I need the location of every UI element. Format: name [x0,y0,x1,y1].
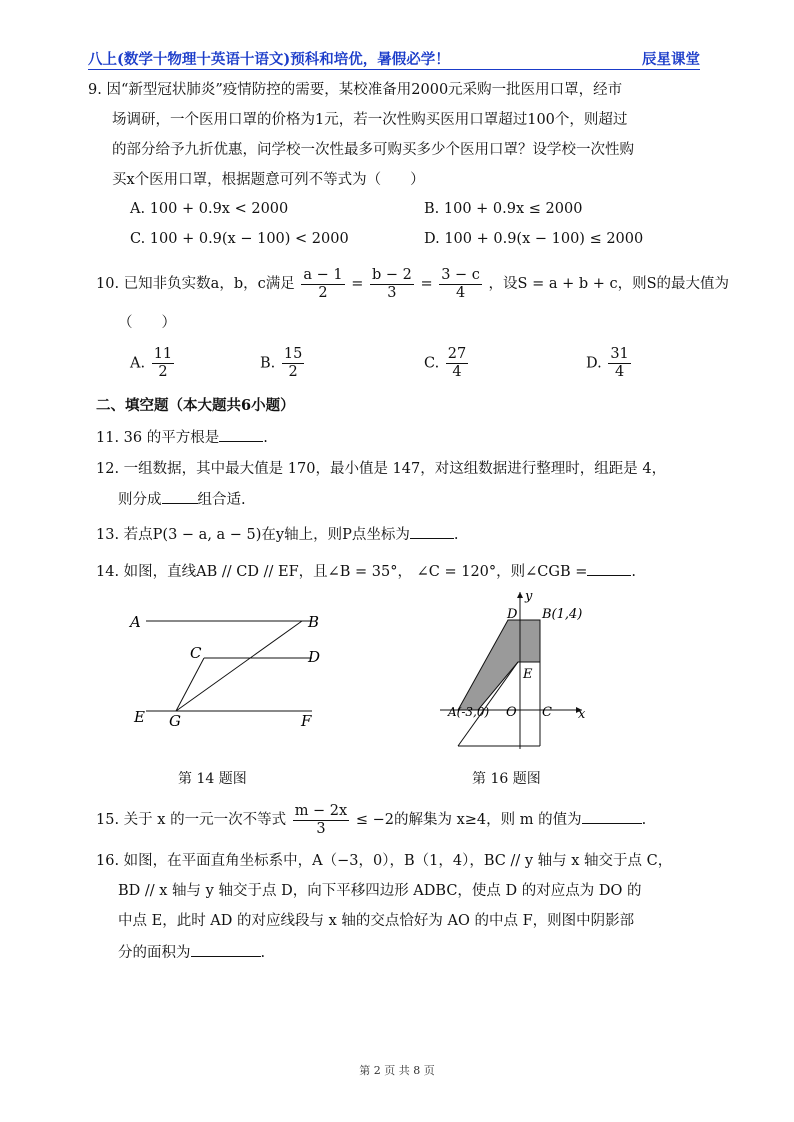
q16-line2: BD // x 轴与 y 轴交于点 D，向下平移四边形 ADBC，使点 D 的对应点为 DO 的 [118,883,642,899]
y-axis-arrow-icon [517,592,523,598]
q14 [96,561,636,582]
q10-stem: 10. 已知非负实数a，b，c满足 $\frac{a - 1}{2}$ = $\frac{b - 2}{3}$ = $\frac{3 - c}{4}$ ，设S = a + b + c，则S的最大值为 [96,266,730,301]
label-e: E [134,708,145,726]
q10-option-b-numerator: 15 [283,346,303,362]
q10-option-a-label: A. [130,355,146,372]
q12-line2 [118,489,246,510]
q13-end: . [453,527,459,543]
q10-option-d-label: D. [586,355,602,372]
q15-denominator: 3 [316,820,326,837]
q10-option-c-label: C. [424,355,440,372]
q16-line4 [118,942,265,963]
q9-option-b: B. 100 + 0.9x ≤ 2000 [424,201,583,217]
q9-line1: 9. 因“新型冠状肺炎”疫情防控的需要，某校准备用2000元采购一批医用口罩，经市 [88,82,623,98]
figure-16-caption: 第 16 题图 [472,771,541,787]
q10-f2-numerator: b − 2 [371,266,412,283]
q12-answer-blank[interactable] [162,489,198,504]
header-brand: 辰星课堂 [642,51,700,68]
page-footer: 第 2 页 共 8 页 [359,1064,435,1077]
q10-option-a-denominator: 2 [158,364,168,380]
label-y: y [525,589,533,604]
q11-text: 11. 36 的平方根是 [96,430,220,446]
q16-answer-blank[interactable] [191,942,261,957]
label-a: A [130,613,141,631]
q10-f1-denominator: 2 [318,284,328,301]
q10-fraction-1 [301,267,344,302]
q14-text: 14. 如图，直线AB // CD // EF，且∠B = 35°， ∠C = 120°，则∠CGB = [96,564,588,580]
q10-option-b-denominator: 2 [288,364,298,380]
q15-suffix: ≤ −2的解集为 x≥4，则 m 的值为 [355,812,582,828]
q10-option-b [260,346,306,381]
q10-f3-numerator: 3 − c [441,266,480,283]
q14-end: . [631,564,637,580]
q10-f1-numerator: a − 1 [303,266,343,283]
q10-option-d-denominator: 4 [614,364,625,380]
q9-line2: 场调研，一个医用口罩的价格为1元，若一次性购买医用口罩超过100个，则超过 [112,112,628,128]
q14-answer-blank[interactable] [587,561,631,576]
shaded-region [458,620,540,710]
q15 [96,800,646,840]
label-b: B [308,613,320,631]
q16-line3: 中点 E，此时 AD 的对应线段与 x 轴的交点恰好为 AO 的中点 F，则图中阴影部 [118,913,635,929]
q11 [96,427,268,448]
q16-end: . [260,945,266,961]
label-f: F [301,712,312,730]
q9-line4: 买x个医用口罩，根据题意可列不等式为（ ） [112,172,425,188]
q15-answer-blank[interactable] [582,809,642,824]
q13-text: 13. 若点P(3 − a, a − 5)在y轴上，则P点坐标为 [96,527,410,543]
label-c: C [542,705,552,720]
label-e: E [523,667,533,682]
figure-14-caption: 第 14 题图 [178,771,247,787]
q10-f3-denominator: 4 [455,284,466,301]
q10-option-b-label: B. [260,355,276,372]
q10-fraction-2 [370,267,414,302]
q13-answer-blank[interactable] [410,524,454,539]
q11-answer-blank[interactable] [219,427,263,442]
label-g: G [169,712,181,730]
q10-option-d [586,346,633,381]
q10-f2-denominator: 3 [387,284,397,301]
q10-option-c-denominator: 4 [452,364,462,380]
q10-option-a [130,346,176,381]
segment-cg [176,658,204,711]
page-header [88,48,700,70]
label-o: O [506,705,517,720]
q9-option-d: D. 100 + 0.9(x − 100) ≤ 2000 [424,231,644,247]
segment-gb [176,621,302,711]
q15-prefix: 15. 关于 x 的一元一次不等式 [96,812,287,828]
q9-option-c: C. 100 + 0.9(x − 100) < 2000 [130,231,349,247]
label-d: D [308,648,321,666]
q10-option-d-numerator: 31 [610,346,629,362]
figure-16 [430,584,610,754]
q10-answer-paren: （ ） [118,315,176,331]
header-rule [88,69,700,70]
q15-numerator: m − 2x [294,802,348,819]
q9-line3: 的部分给予九折优惠，问学校一次性最多可购买多少个医用口罩？设学校一次性购 [112,142,634,158]
q12-line2a: 则分成 [118,492,162,508]
q10-option-c [424,346,470,381]
q12-line1: 12. 一组数据，其中最大值是 170，最小值是 147，对这组数据进行整理时，组距是 4， [96,461,667,477]
header-course-title: 八上(数学十物理十英语十语文)预科和培优，暑假必学！ [88,51,450,68]
label-x: x [578,707,586,722]
label-d: D [507,607,518,622]
q10-option-c-numerator: 27 [447,346,467,362]
q11-end: . [263,430,268,446]
q16-line4-text: 分的面积为 [118,945,191,961]
label-a: A(-3,0) [448,705,490,719]
q16-line1: 16. 如图，在平面直角坐标系中，A（−3，0），B（1，4），BC // y 轴与 x 轴交于点 C， [96,853,673,869]
q10-option-a-numerator: 11 [153,346,173,362]
q15-end: . [641,812,647,828]
q10-suffix: ，设S = a + b + c，则S的最大值为 [488,276,730,292]
figure-14 [120,600,340,740]
label-c: C [190,644,202,662]
q9-option-a: A. 100 + 0.9x < 2000 [130,201,289,217]
label-b: B(1,4) [542,607,583,622]
q10-fraction-3 [439,267,482,302]
section-heading: 二、填空题（本大题共6小题） [96,397,295,414]
q12-line2b: 组合适. [197,492,246,508]
q13 [96,524,459,545]
q10-prefix: 10. 已知非负实数a，b，c满足 [96,276,295,292]
q15-fraction [293,803,350,838]
